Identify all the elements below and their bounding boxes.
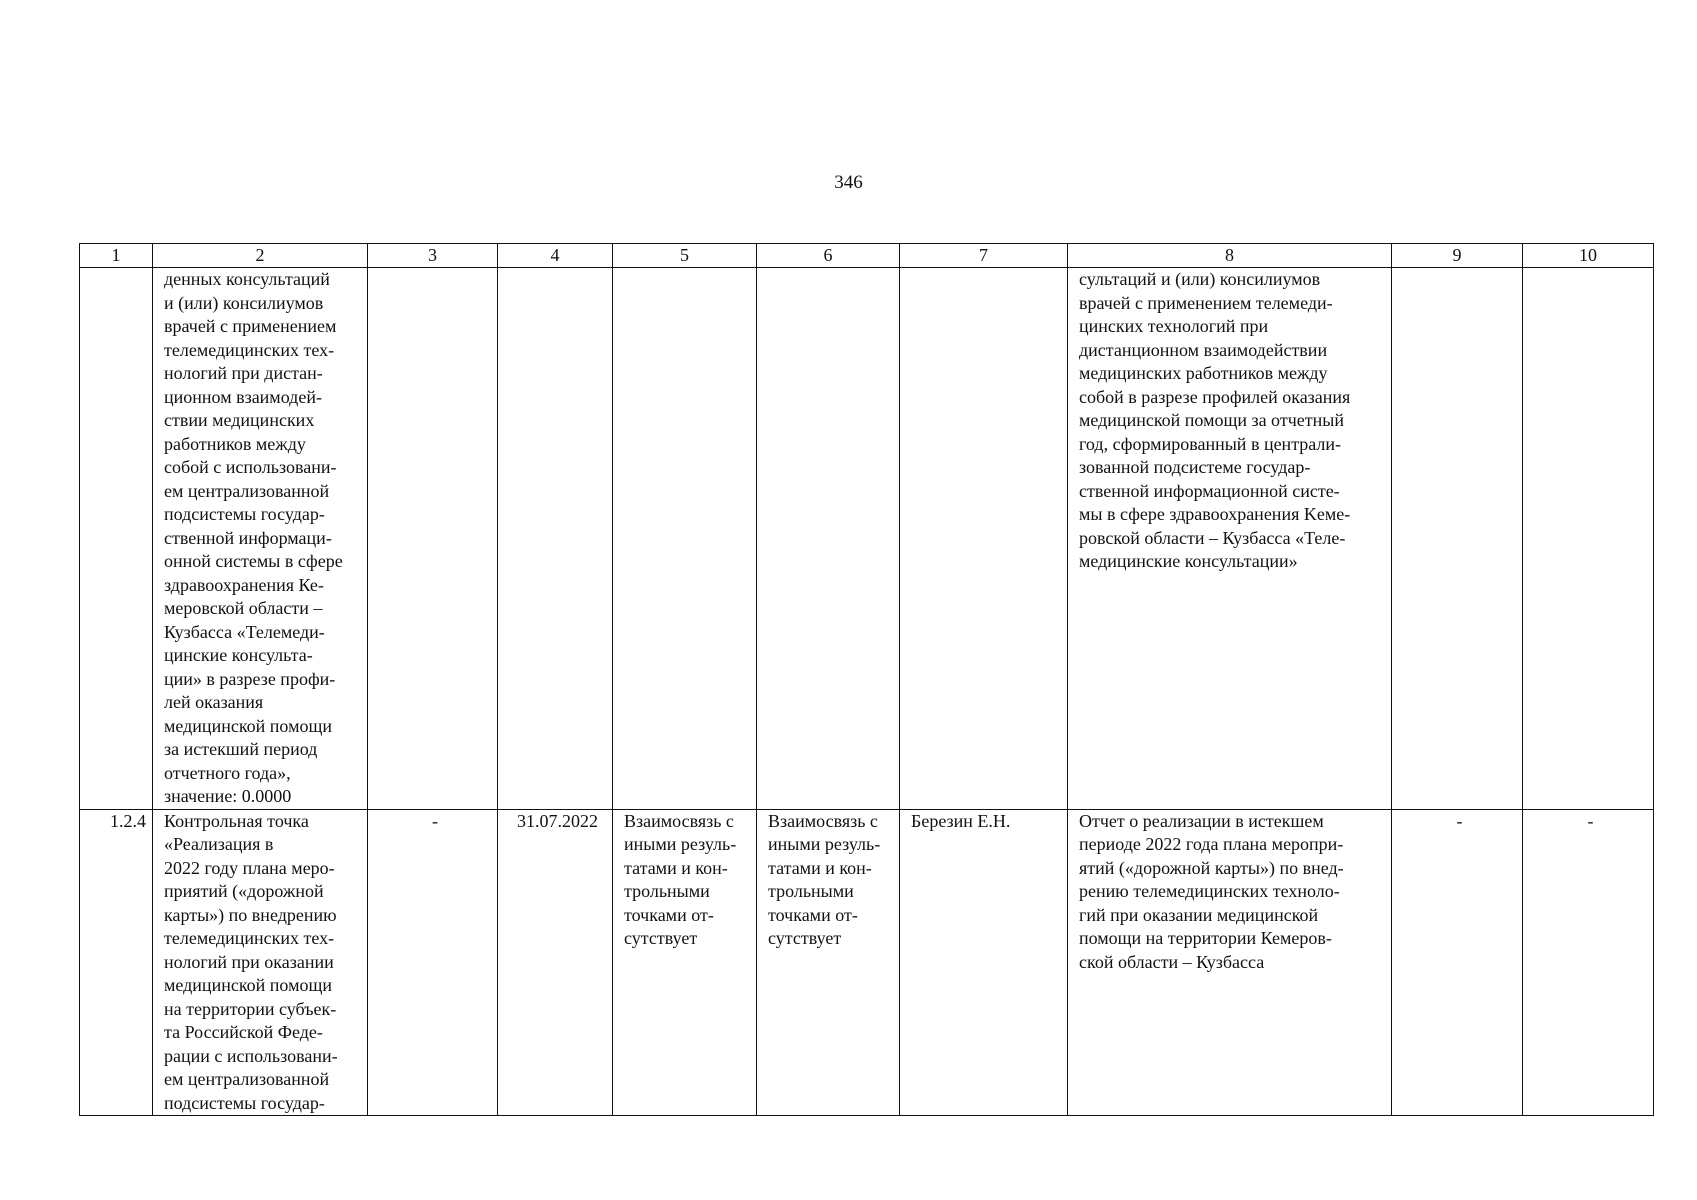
text-line: телемедицинских тех- — [164, 928, 335, 948]
text-line: сутствует — [624, 928, 698, 948]
document-table — [79, 243, 1654, 1116]
cell-number: 1.2.4 — [80, 809, 153, 1116]
cell-number — [80, 268, 153, 810]
text-line: мы в сфере здравоохранения Keме- — [1079, 504, 1351, 524]
text-line: татами и кон- — [624, 857, 728, 878]
text-line: ской области – Кузбасса — [1079, 951, 1265, 972]
cell-result-description — [1068, 268, 1392, 810]
text-line: 2022 году плана меро- — [164, 857, 335, 878]
column-header-8: 8 — [1068, 244, 1392, 268]
cell-date: 31.07.2022 — [498, 809, 613, 1116]
text-line: рению телемедицинских техноло- — [1079, 881, 1340, 901]
text-line: онной системы в сфере — [164, 551, 343, 571]
cell-col9: - — [1392, 809, 1523, 1116]
column-header-2: 2 — [153, 244, 368, 268]
text-line: татами и кон- — [768, 857, 872, 878]
text-line: на территории субъек- — [164, 998, 337, 1019]
table-row-continuation — [80, 268, 1654, 810]
text-line: ции» в разрезе профи- — [164, 668, 336, 689]
text-line: ем централизованной — [164, 1069, 330, 1089]
text-line: цинских технологий при — [1079, 316, 1269, 336]
text-line: медицинские консультации» — [1079, 551, 1298, 571]
cell-relation-results — [613, 809, 757, 1116]
text-line: помощи на территории Кемеров- — [1079, 928, 1332, 948]
text-line: ровской области – Кузбасса «Теле- — [1079, 527, 1346, 548]
text-line: периоде 2022 года плана меропри- — [1079, 834, 1344, 854]
text-line: Взаимосвязь с — [768, 810, 878, 831]
text-line: подсистемы государ- — [164, 1092, 325, 1113]
text-line: Отчет о реализации в истекшем — [1079, 810, 1324, 831]
page-number: 346 — [834, 172, 863, 193]
text-line: подсистемы государ- — [164, 504, 325, 524]
text-line: работников между — [164, 433, 306, 454]
cell-relation-results — [613, 268, 757, 810]
text-line: лей оказания — [164, 692, 264, 712]
column-header-4: 4 — [498, 244, 613, 268]
column-header-10: 10 — [1523, 244, 1654, 268]
text-line: Контрольная точка — [164, 810, 309, 831]
text-line: ем централизованной — [164, 480, 330, 501]
text-line: ственной информаци- — [164, 527, 332, 548]
text-line: нологий при оказании — [164, 951, 334, 972]
cell-col9 — [1392, 268, 1523, 810]
text-line: отчетного года», — [164, 762, 291, 783]
text-line: меровской области – — [164, 598, 323, 618]
text-line: сультаций и (или) консилиумов — [1079, 269, 1321, 289]
text-line: врачей с применением телемеди- — [1079, 292, 1333, 313]
column-header-3: 3 — [368, 244, 498, 268]
header-row — [80, 244, 1654, 268]
cell-description — [153, 809, 368, 1116]
text-line: медицинской помощи за отчетный — [1079, 410, 1344, 430]
column-header-6: 6 — [757, 244, 900, 268]
text-line: сутствует — [768, 928, 842, 948]
text-line: телемедицинских тех- — [164, 339, 335, 360]
cell-col3 — [368, 268, 498, 810]
cell-col3: - — [368, 809, 498, 1116]
text-line: трольными — [768, 881, 854, 901]
text-line: Кузбасса «Телемеди- — [164, 621, 325, 642]
text-line: точками от- — [624, 904, 714, 925]
text-line: карты») по внедрению — [164, 904, 337, 925]
cell-relation-points — [757, 809, 900, 1116]
text-line: врачей с применением — [164, 316, 337, 336]
cell-responsible: Березин Е.Н. — [900, 809, 1068, 1116]
column-header-1: 1 — [80, 244, 153, 268]
column-header-7: 7 — [900, 244, 1068, 268]
text-line: здравоохранения Ке- — [164, 574, 324, 595]
text-line: за истекший период — [164, 739, 318, 759]
text-line: медицинских работников между — [1079, 363, 1328, 383]
text-line: нологий при дистан- — [164, 363, 323, 383]
text-line: собой с использовани- — [164, 457, 337, 477]
cell-date — [498, 268, 613, 810]
text-line: значение: 0.0000 — [164, 786, 292, 806]
cell-col10: - — [1523, 809, 1654, 1116]
text-line: приятий («дорожной — [164, 881, 324, 901]
cell-result-description — [1068, 809, 1392, 1116]
text-line: рации с использовани- — [164, 1045, 338, 1066]
text-line: медицинской помощи — [164, 975, 332, 995]
text-line: «Реализация в — [164, 834, 274, 854]
text-line: ционном взаимодей- — [164, 386, 322, 407]
text-line: трольными — [624, 881, 710, 901]
cell-relation-points — [757, 268, 900, 810]
text-line: собой в разрезе профилей оказания — [1079, 386, 1351, 407]
text-line: и (или) консилиумов — [164, 292, 324, 313]
column-header-5: 5 — [613, 244, 757, 268]
text-line: иными резуль- — [624, 834, 737, 854]
text-line: та Российской Феде- — [164, 1022, 323, 1042]
text-line: точками от- — [768, 904, 858, 925]
table-row-1-2-4 — [80, 809, 1654, 1116]
cell-responsible — [900, 268, 1068, 810]
text-line: цинские консульта- — [164, 645, 313, 665]
text-line: год, сформированный в централи- — [1079, 433, 1342, 454]
column-header-9: 9 — [1392, 244, 1523, 268]
text-line: дистанционном взаимодействии — [1079, 339, 1328, 360]
cell-description — [153, 268, 368, 810]
cell-col10 — [1523, 268, 1654, 810]
text-line: ятий («дорожной карты») по внед- — [1079, 857, 1344, 878]
text-line: денных консультаций — [164, 269, 330, 289]
text-line: иными резуль- — [768, 834, 881, 854]
text-line: Взаимосвязь с — [624, 810, 734, 831]
text-line: ственной информационной систе- — [1079, 480, 1340, 501]
text-line: ствии медицинских — [164, 410, 315, 430]
text-line: медицинской помощи — [164, 715, 332, 736]
text-line: гий при оказании медицинской — [1079, 904, 1319, 925]
text-line: зованной подсистеме государ- — [1079, 457, 1311, 477]
